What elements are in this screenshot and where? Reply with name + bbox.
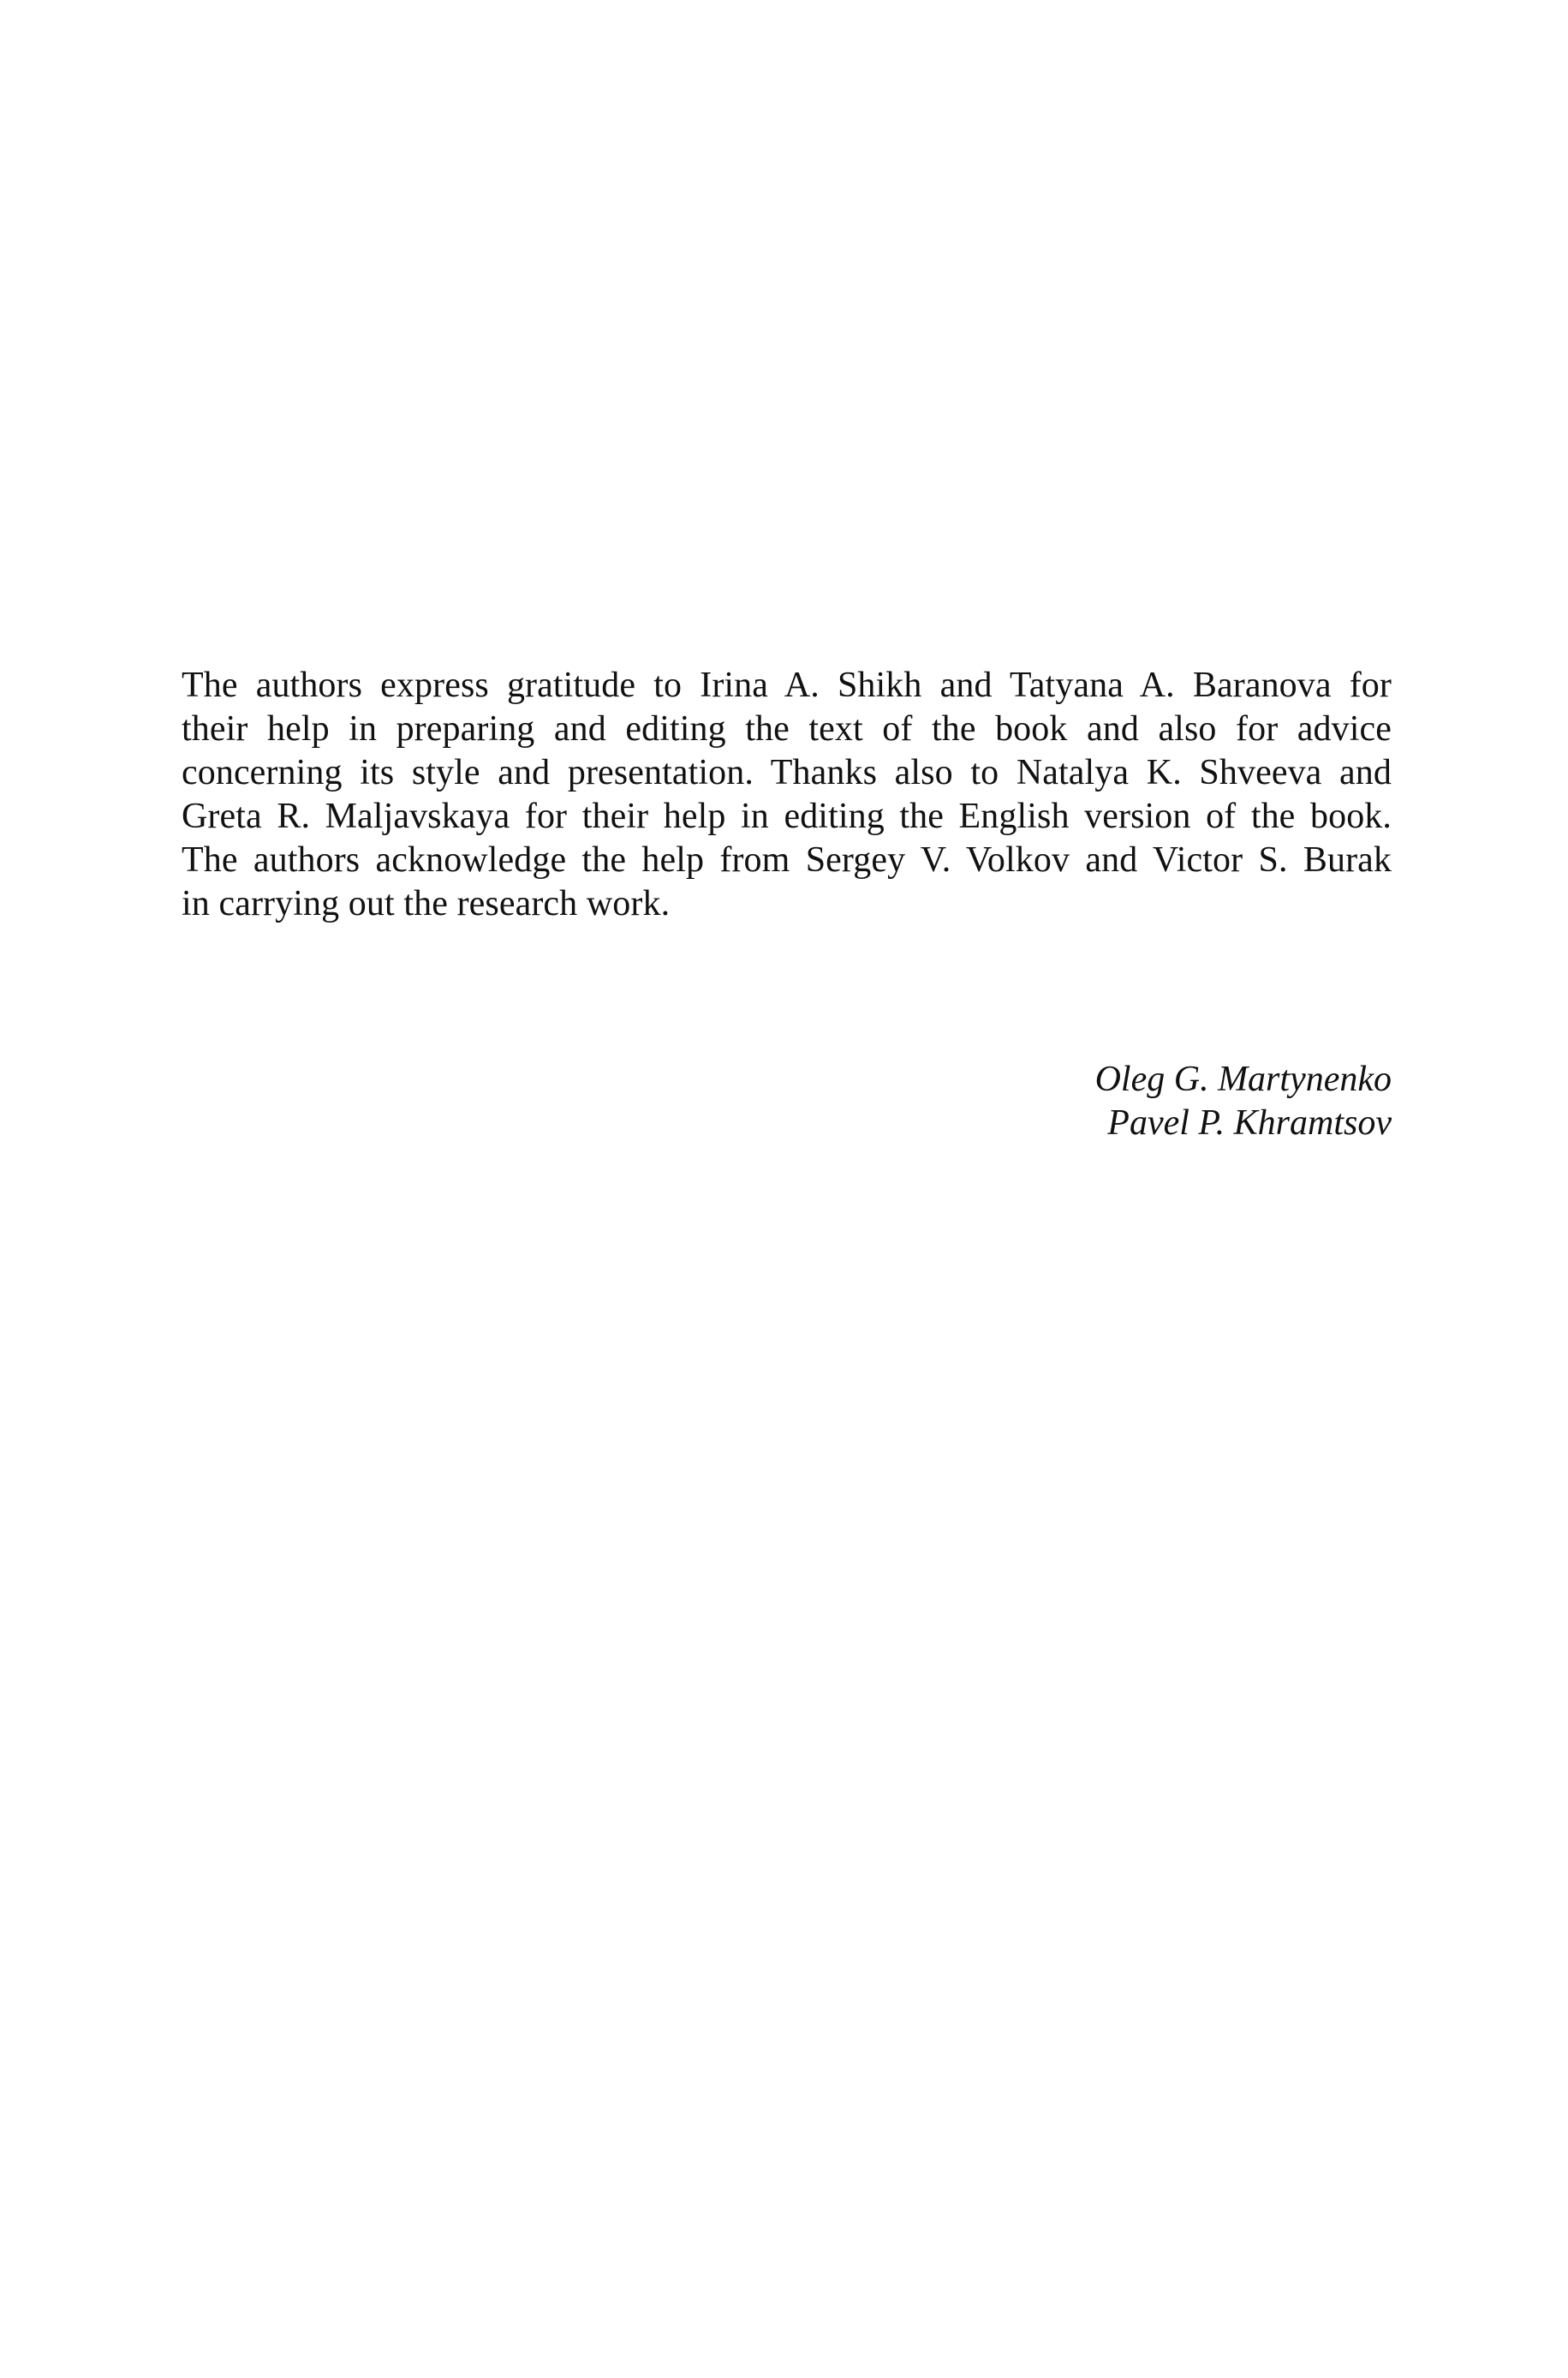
acknowledgement-line: concerning its style and presentation. Thanks also to Natalya K. Shveeva and	[182, 753, 1392, 792]
acknowledgement-paragraph	[182, 664, 1392, 926]
acknowledgement-line: The authors express gratitude to Irina A. Shikh and Tatyana A. Baranova for	[182, 666, 1392, 705]
author-signatures	[1095, 1058, 1392, 1145]
acknowledgement-line: their help in preparing and editing the text of the book and also for advice	[182, 709, 1392, 749]
author-name: Pavel P. Khramtsov	[1107, 1103, 1392, 1143]
acknowledgement-line: in carrying out the research work.	[182, 884, 671, 923]
acknowledgement-line: Greta R. Maljavskaya for their help in editing the English version of the book.	[182, 797, 1392, 836]
acknowledgement-line: The authors acknowledge the help from Sergey V. Volkov and Victor S. Burak	[182, 840, 1392, 880]
author-name: Oleg G. Martynenko	[1094, 1060, 1392, 1099]
